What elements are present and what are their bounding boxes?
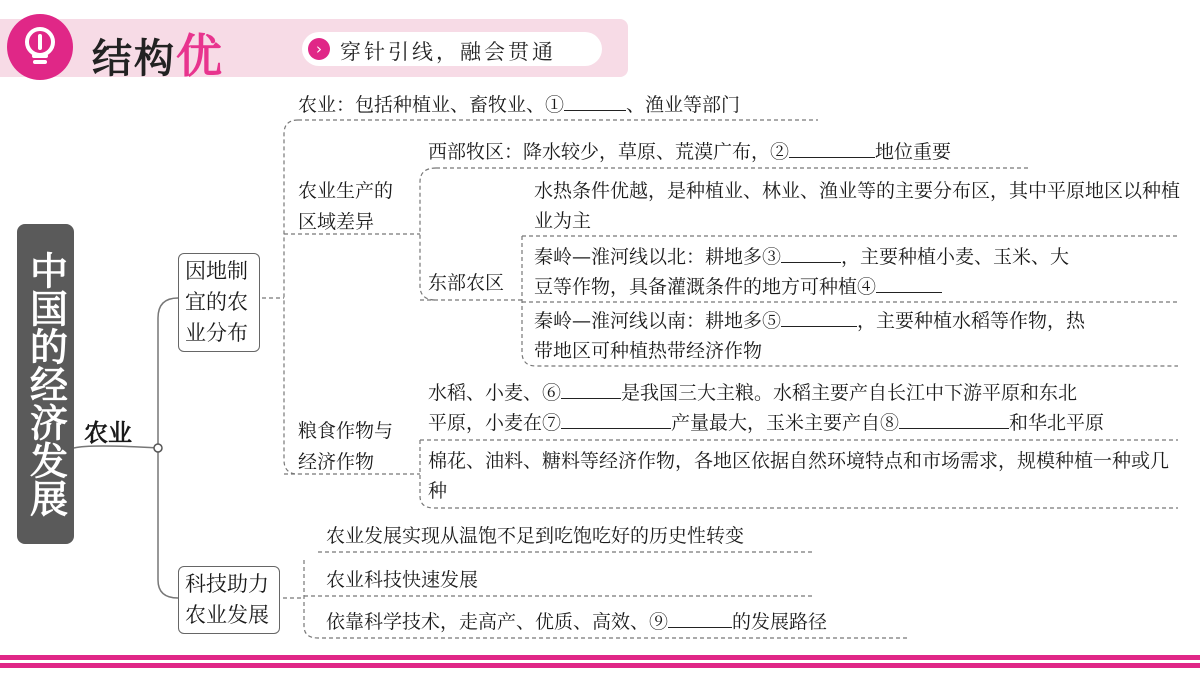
blank-2 [789, 139, 875, 158]
branch-connector-top [158, 298, 178, 448]
west-pastoral-region [428, 137, 951, 168]
footer-stripe-1 [0, 655, 1200, 660]
north-text-b: ，主要种植小麦、玉米、大 [841, 246, 1070, 268]
blank-6 [561, 380, 621, 399]
lightbulb-badge [7, 14, 73, 80]
chevron-right-icon: › [308, 38, 330, 60]
agriculture-def-text-b: 、渔业等部门 [626, 94, 741, 116]
junction-dot [154, 444, 162, 452]
cash-crops: 棉花、油料、糖料等经济作物，各地区依据自然环境特点和市场需求，规模种植一种或几种 [428, 450, 1170, 502]
blank-9 [668, 609, 732, 628]
west-text-a: 西部牧区：降水较少，草原、荒漠广布，② [428, 141, 790, 163]
footer-stripe-2 [0, 663, 1200, 668]
grain-text-c: 平原，小麦在⑦ [428, 412, 562, 434]
south-text-a: 秦岭—淮河线以南：耕地多⑤ [534, 310, 782, 332]
lightbulb-icon [7, 14, 73, 80]
blank-7 [561, 410, 671, 429]
blank-5 [781, 308, 857, 327]
tech3-text-b: 的发展路径 [732, 611, 828, 633]
south-of-qinling [534, 306, 1085, 366]
branch-distribution: 因地制宜的农业分布 [178, 253, 260, 352]
header-subtitle: 穿针引线，融会贯通 [340, 40, 556, 64]
agriculture-definition [298, 90, 740, 121]
tech-item-1: 农业发展实现从温饱不足到吃饱吃好的历史性转变 [326, 525, 745, 547]
header-title-accent: 优 [176, 29, 224, 83]
south-text-c: 带地区可种植热带经济作物 [534, 340, 763, 362]
north-text-a: 秦岭—淮河线以北：耕地多③ [534, 246, 782, 268]
tech3-text-a: 依靠科学技术，走高产、优质、高效、⑨ [326, 611, 669, 633]
grain-text-d: 产量最大，玉米主要产自⑧ [671, 412, 900, 434]
sub-topic: 农业 [84, 419, 132, 447]
tech-item-3 [326, 607, 827, 638]
grain-text-b: 是我国三大主粮。水稻主要产自长江中下游平原和东北 [621, 382, 1078, 404]
grain-text-a: 水稻、小麦、⑥ [428, 382, 562, 404]
blank-4 [876, 274, 942, 293]
east-description: 水热条件优越，是种植业、林业、渔业等的主要分布区，其中平原地区以种植业为主 [534, 180, 1181, 232]
header-title [92, 20, 224, 86]
grain-cash-crops-label: 粮食作物与经济作物 [298, 420, 394, 473]
agriculture-def-text-a: 农业：包括种植业、畜牧业、① [298, 94, 565, 116]
blank-8 [899, 410, 1009, 429]
blank-1 [564, 92, 626, 111]
tech-item-2: 农业科技快速发展 [326, 569, 479, 591]
header-title-main: 结构 [92, 36, 176, 82]
staple-grains [428, 378, 1104, 438]
regional-difference-label: 农业生产的区域差异 [298, 180, 394, 233]
west-text-b: 地位重要 [875, 141, 952, 163]
north-text-c: 豆等作物，具备灌溉条件的地方可种植④ [534, 276, 877, 298]
branch-connector-bottom [158, 448, 178, 598]
east-farming-region-label: 东部农区 [428, 272, 505, 294]
main-topic: 中国的经济发展 [17, 224, 74, 544]
blank-3 [781, 244, 841, 263]
north-of-qinling [534, 242, 1069, 302]
south-text-b: ，主要种植水稻等作物，热 [857, 310, 1086, 332]
grain-text-e: 和华北平原 [1009, 412, 1105, 434]
branch-tech: 科技助力农业发展 [178, 566, 280, 634]
